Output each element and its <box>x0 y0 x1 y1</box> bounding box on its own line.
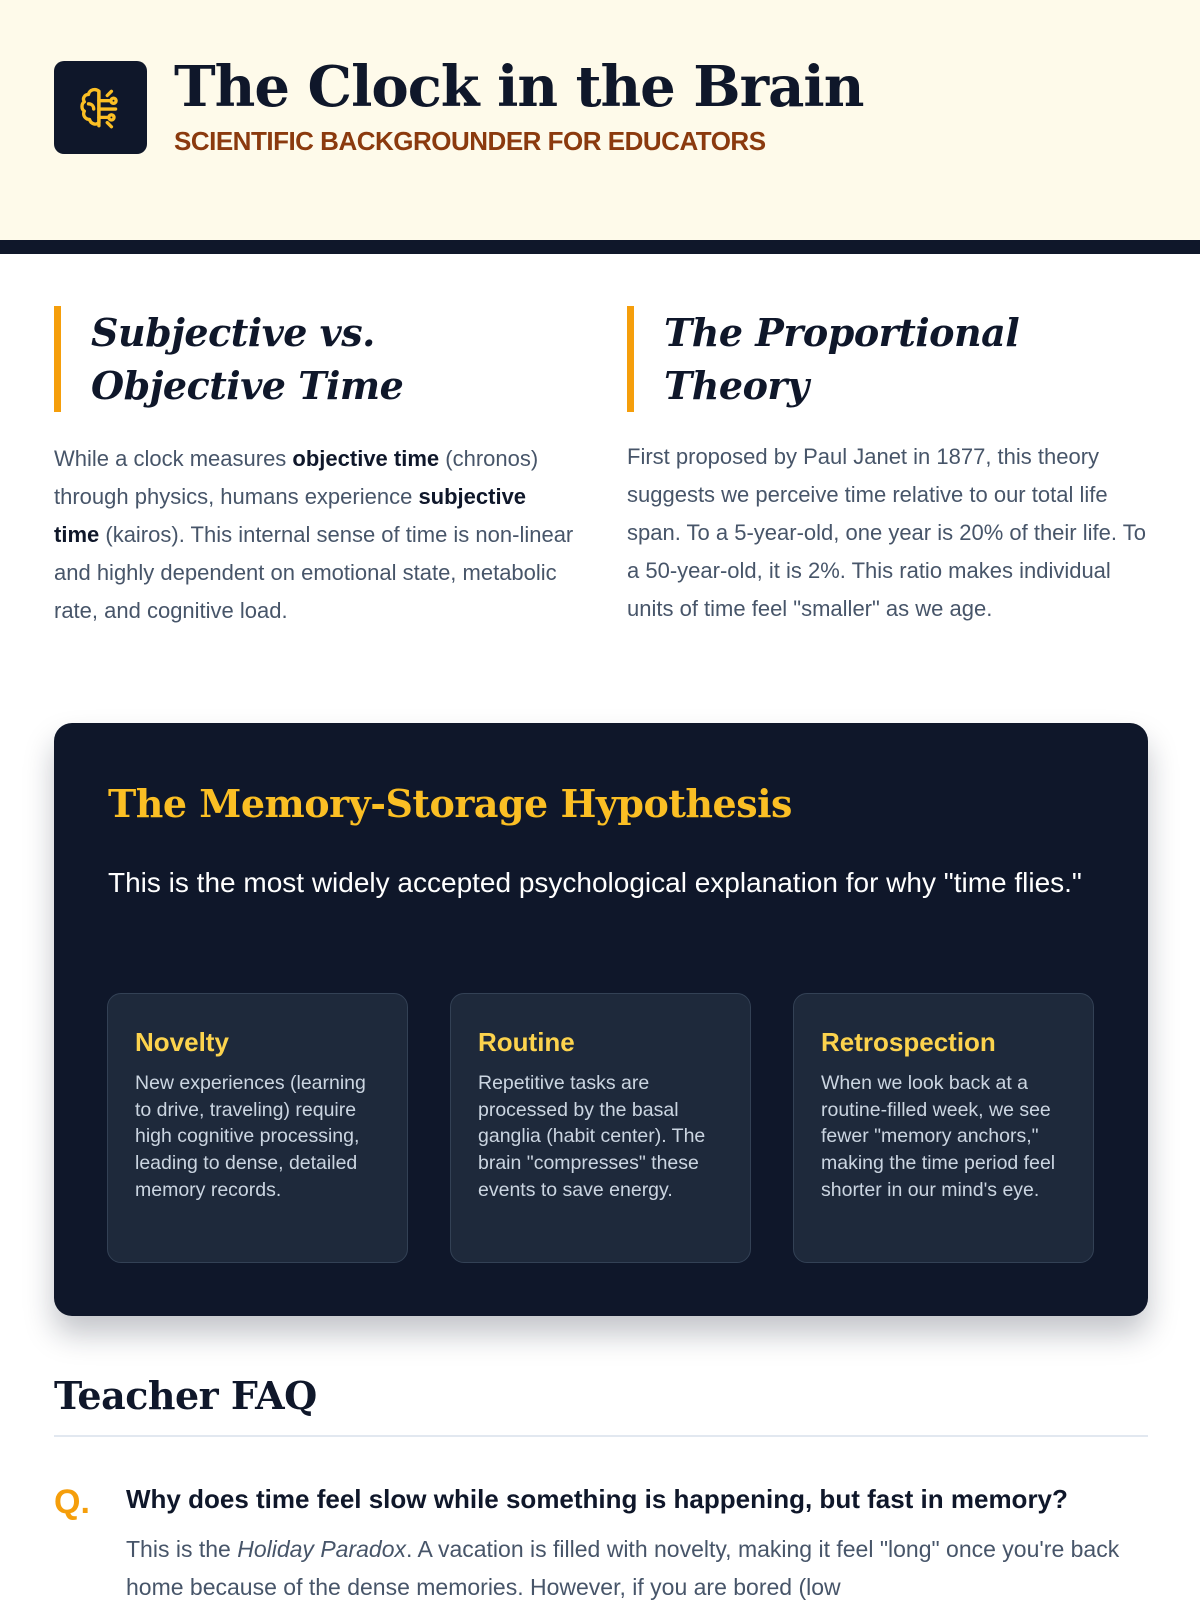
card-novelty <box>107 993 408 1263</box>
answer-text: . A vacation is filled with novelty, making it feel "long" once you're back home because of the dense memories. However, if you are bored (low <box>126 1536 1120 1600</box>
brain-icon <box>76 83 126 133</box>
panel-lead: This is the most widely accepted psychological explanation for why "time flies." <box>108 867 1082 898</box>
section-subjective-time <box>54 306 574 630</box>
card-title: Novelty <box>135 1027 229 1057</box>
body-text: (chronos) through physics, humans experience <box>54 446 539 509</box>
section-proportional-theory <box>627 306 1147 628</box>
card-title: Retrospection <box>821 1027 996 1057</box>
term-subjective-time: subjective time <box>54 484 527 547</box>
card-body: New experiences (learning to drive, traveling) require high cognitive processing, leading to dense, detailed memory records. <box>135 1072 366 1201</box>
section-heading: The Proportional Theory <box>627 306 1147 412</box>
term-objective-time: objective time <box>292 446 440 471</box>
card-body: When we look back at a routine-filled week, we see fewer "memory anchors," making the time period feel shorter in our mind's eye. <box>821 1072 1056 1201</box>
header-divider <box>0 240 1200 254</box>
page-header <box>0 0 1200 240</box>
faq-answer <box>126 1530 1126 1600</box>
section-heading: Subjective vs. Objective Time <box>54 306 574 412</box>
panel-title: The Memory-Storage Hypothesis <box>108 781 792 826</box>
card-body: Repetitive tasks are processed by the basal ganglia (habit center). The brain "compresses" these events to save energy. <box>478 1072 706 1201</box>
section-body <box>54 440 574 630</box>
page-subtitle: SCIENTIFIC BACKGROUNDER FOR EDUCATORS <box>174 126 766 156</box>
page-title: The Clock in the Brain <box>174 54 864 120</box>
memory-hypothesis-panel <box>54 723 1148 1316</box>
card-retrospection <box>793 993 1094 1263</box>
section-body: First proposed by Paul Janet in 1877, this theory suggests we perceive time relative to our total life span. To a 5-year-old, one year is 20% of their life. To a 50-year-old, it is 2%. This ratio makes individual units of time feel "smaller" as we age. <box>627 444 1146 621</box>
logo <box>54 61 147 154</box>
faq-heading: Teacher FAQ <box>54 1373 317 1418</box>
faq-divider <box>54 1435 1148 1437</box>
answer-text: This is the <box>126 1536 238 1562</box>
answer-term: Holiday Paradox <box>237 1536 406 1562</box>
faq-q-mark: Q. <box>54 1483 90 1521</box>
faq-question: Why does time feel slow while something is happening, but fast in memory? <box>126 1484 1068 1514</box>
body-text: (kairos). This internal sense of time is non-linear and highly dependent on emotional state, metabolic rate, and cognitive load. <box>54 522 574 623</box>
card-routine <box>450 993 751 1263</box>
card-title: Routine <box>478 1027 575 1057</box>
body-text: While a clock measures <box>54 446 293 471</box>
